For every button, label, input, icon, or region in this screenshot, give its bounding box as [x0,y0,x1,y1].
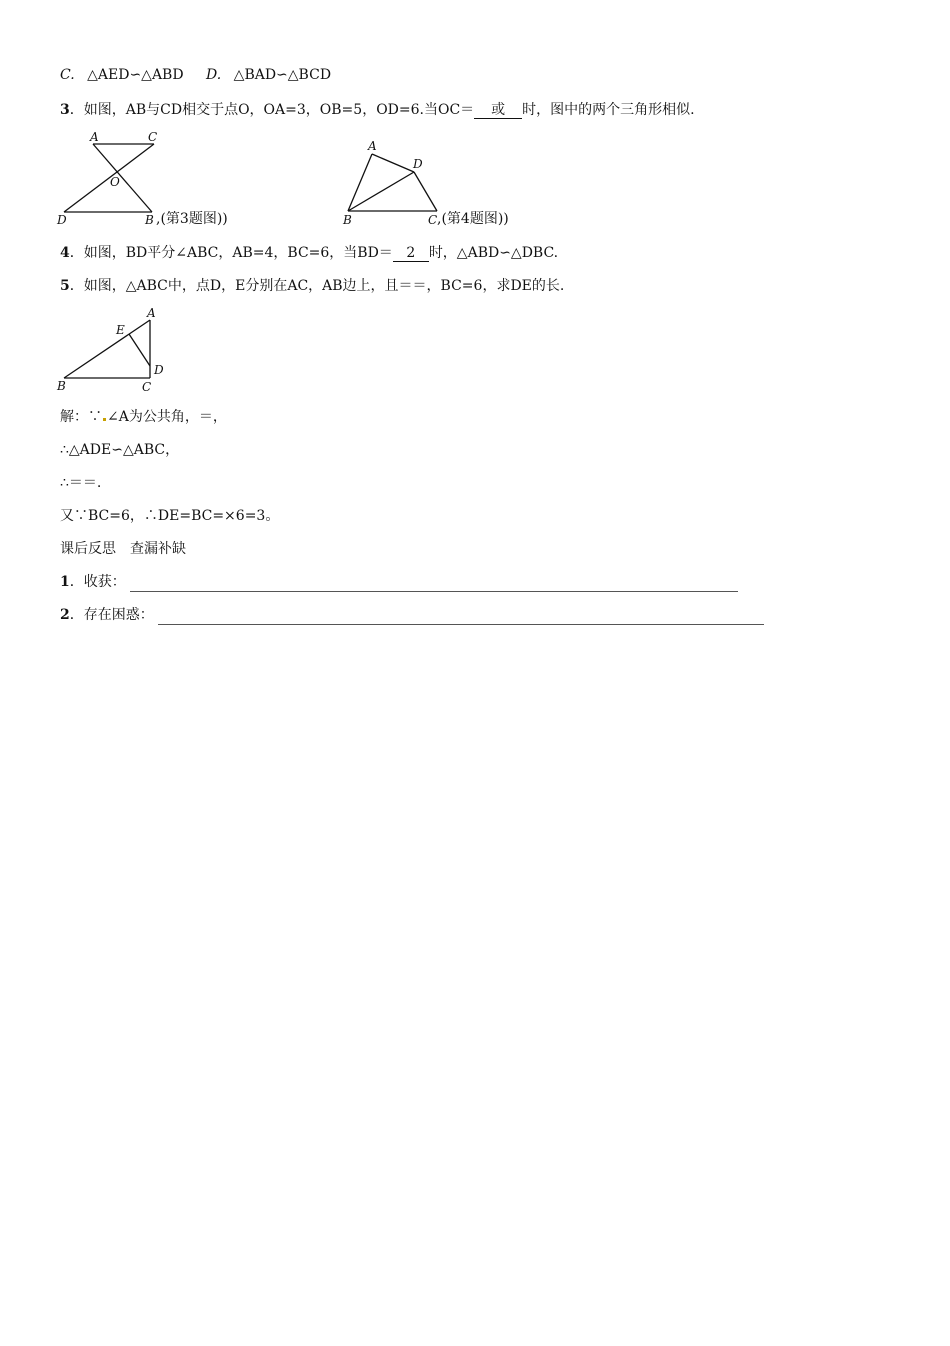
question-4-number: 4 [60,245,70,261]
reflection-item-2-number: 2 [60,607,70,623]
figure-5 [55,306,175,396]
question-4-text-a: ．如图，BD平分∠ABC，AB=4，BC=6，当BD＝ [69,245,393,261]
solution-line-1a: 解：∵ [60,409,102,425]
solution-line-3: ∴＝＝. [60,475,102,491]
question-5-number: 5 [60,278,70,294]
question-3-text-a: ．如图，AB与CD相交于点O，OA=3，OB=5，OD=6.当OC＝ [69,102,475,118]
option-d-letter: D. [206,67,222,83]
reflection-item-2-label: ．存在困惑： [69,607,154,623]
solution-line-4: 又∵BC=6，∴DE=BC=×6=3。 [60,508,280,524]
figure-3-caption: ,(第3题图)) [156,211,228,227]
options-row [60,65,331,85]
solution-line-2: ∴△ADE∽△ABC， [60,442,180,458]
mark-dot [103,418,106,421]
fig3-label-c: C [148,130,158,144]
fig5-label-d: D [154,363,164,377]
question-4 [60,243,558,263]
fig4-label-c: C [428,213,438,227]
fig5-label-b: B [57,379,66,393]
option-d-text: △BAD∽△BCD [233,67,332,83]
figure-4-caption: ,(第4题图)) [437,211,509,227]
reflection-item-1-number: 1 [60,574,70,590]
fig5-label-c: C [142,380,152,394]
fig4-label-a: A [368,139,377,153]
fig4-label-d: D [413,157,423,171]
option-c-text: △AED∽△ABD [87,67,184,83]
question-4-text-b: 时，△ABD∽△DBC. [428,245,559,261]
fig5-label-a: A [147,306,156,320]
reflection-item-1-label: ．收获： [69,574,126,590]
option-c-letter: C. [60,67,75,83]
reflection-item-2 [60,605,764,625]
fig4-segment-dc [414,172,437,211]
question-3-number: 3 [60,102,70,118]
solution-line-1b: ∠A为公共角，＝， [107,409,227,425]
figure-4 [340,140,450,240]
reflection-item-1-answer-line [130,579,738,592]
fig4-segment-bd [348,172,414,211]
question-4-blank: 2 [393,245,429,262]
question-3 [60,100,695,120]
reflection-title: 课后反思 查漏补缺 [60,541,186,557]
solution-line-1 [60,407,227,427]
fig5-segment-ed [129,334,150,366]
fig4-segment-ab [348,154,372,211]
fig5-label-e: E [116,323,125,337]
fig3-segment-ab [93,144,152,212]
fig3-label-b: B [145,213,154,227]
fig4-segment-ad [372,154,414,172]
reflection-item-2-answer-line [158,612,764,625]
question-5 [60,276,564,296]
reflection-item-1 [60,572,738,592]
question-5-text: ．如图，△ABC中，点D，E分别在AC，AB边上，且＝＝，BC=6，求DE的长. [69,278,565,294]
fig4-label-b: B [343,213,352,227]
fig3-label-o: O [110,175,120,189]
fig3-segment-cd [64,144,154,212]
question-3-blank: 或 [474,102,522,119]
fig5-segment-ba [64,320,150,378]
fig3-label-d: D [57,213,67,227]
question-3-text-b: 时，图中的两个三角形相似. [522,102,695,118]
fig3-label-a: A [90,130,99,144]
